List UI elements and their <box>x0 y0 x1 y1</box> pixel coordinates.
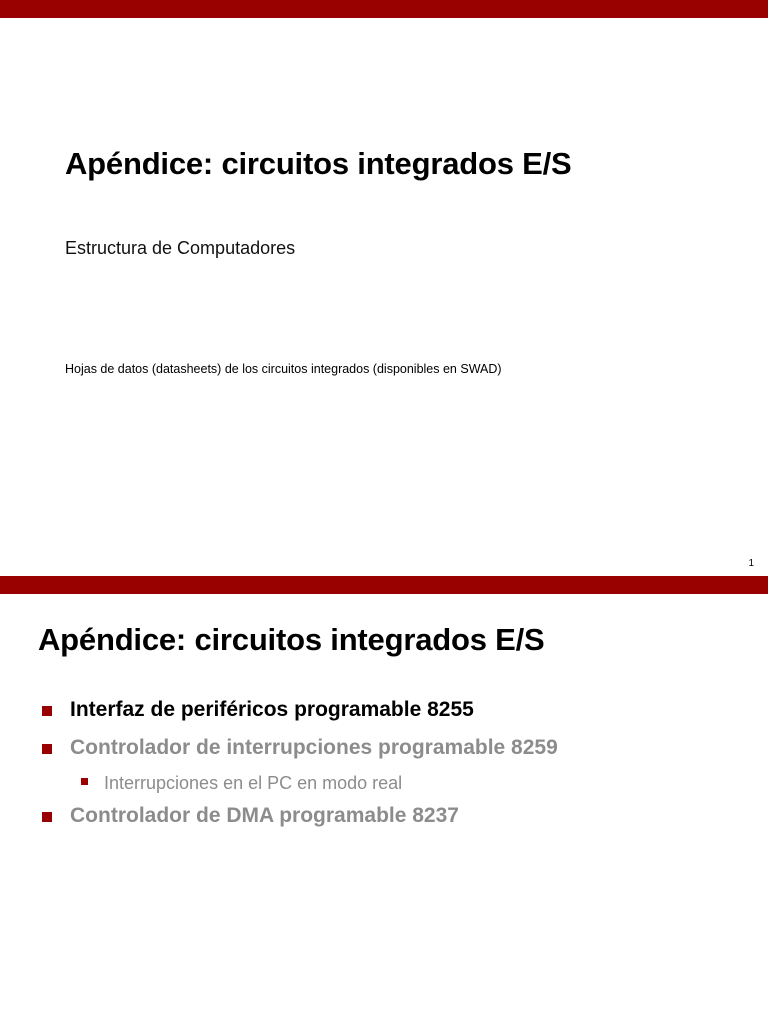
square-bullet-icon <box>42 812 52 822</box>
bullet-item-label: Controlador de interrupciones programable 8259 <box>70 736 558 759</box>
bullet-item-label: Controlador de DMA programable 8237 <box>70 804 459 827</box>
slide-2-top-bar <box>0 576 768 594</box>
bullet-item-label: Interfaz de periféricos programable 8255 <box>70 698 474 721</box>
slide-1-note: Hojas de datos (datasheets) de los circuitos integrados (disponibles en SWAD) <box>65 362 502 376</box>
slide-1-subtitle: Estructura de Computadores <box>65 238 296 258</box>
slide-1-page-number: 1 <box>748 558 754 569</box>
square-bullet-icon <box>81 778 88 785</box>
bullet-item-8255 <box>42 696 742 734</box>
bullet-item-8259 <box>42 734 742 772</box>
sub-bullet-item-interrupciones-pc <box>42 772 742 802</box>
slide-1-title: Apéndice: circuitos integrados E/S <box>65 146 572 181</box>
bullet-list <box>42 696 742 840</box>
slide-2-title: Apéndice: circuitos integrados E/S <box>38 622 545 657</box>
bullet-item-8237 <box>42 802 742 840</box>
slide-1-top-bar <box>0 0 768 18</box>
slide-2 <box>0 576 768 1024</box>
square-bullet-icon <box>42 706 52 716</box>
square-bullet-icon <box>42 744 52 754</box>
bullet-item-label: Interrupciones en el PC en modo real <box>104 773 403 793</box>
